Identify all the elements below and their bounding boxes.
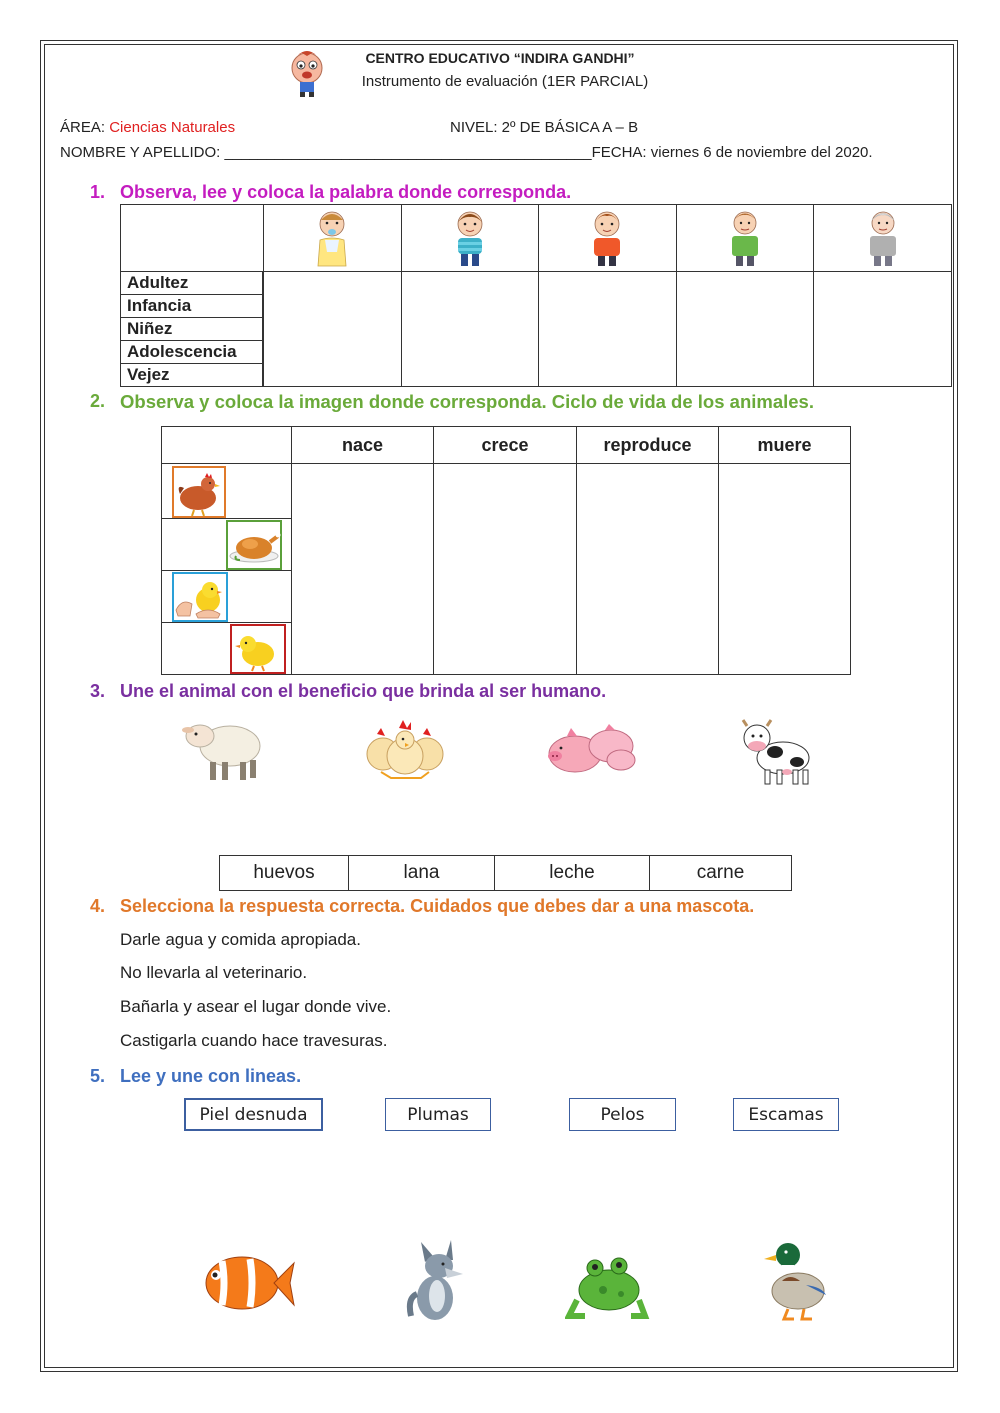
stage-label[interactable]: Adultez <box>121 272 263 295</box>
q2-table <box>161 426 851 675</box>
level-line: NIVEL: 2º DE BÁSICA A – B <box>450 119 639 136</box>
q2-answer-cell[interactable] <box>292 464 434 675</box>
benefit-word[interactable]: carne <box>650 856 792 891</box>
q1-answer-cell[interactable] <box>676 272 814 387</box>
adult-icon <box>725 208 765 268</box>
child-icon <box>450 208 490 268</box>
date-text: FECHA: viernes 6 de noviembre del 2020. <box>591 144 873 161</box>
hens-icon[interactable] <box>363 714 447 782</box>
q5-instruction: Lee y une con lineas. <box>120 1066 302 1086</box>
sheep-icon[interactable] <box>180 710 266 784</box>
q2-image-cell[interactable] <box>162 571 292 623</box>
q1-instruction: Observa, lee y coloca la palabra donde corresponda. <box>120 182 572 202</box>
teen-icon <box>587 208 627 268</box>
q1-answer-cell[interactable] <box>539 272 677 387</box>
q1-image-cell <box>264 205 402 272</box>
benefit-word[interactable]: lana <box>349 856 495 891</box>
chick-icon[interactable] <box>230 624 286 674</box>
baby-icon <box>312 208 352 268</box>
q2-image-cell[interactable] <box>162 519 292 571</box>
roast-chicken-icon[interactable] <box>226 520 282 570</box>
frog-icon[interactable] <box>565 1250 651 1322</box>
cow-icon[interactable] <box>735 716 817 786</box>
stage-label[interactable]: Vejez <box>121 364 263 387</box>
q1-stage-list <box>121 272 264 387</box>
benefit-word[interactable]: huevos <box>220 856 349 891</box>
area-value: Ciencias Naturales <box>109 119 236 136</box>
q1-image-cell <box>814 205 952 272</box>
covering-box[interactable]: Plumas <box>385 1098 491 1131</box>
answer-option[interactable]: No llevarla al veterinario. <box>120 963 308 982</box>
fish-icon[interactable] <box>200 1245 296 1321</box>
q2-answer-cell[interactable] <box>434 464 577 675</box>
q5-number: 5. <box>90 1066 106 1086</box>
q1-number: 1. <box>90 182 106 202</box>
covering-box[interactable]: Piel desnuda <box>184 1098 323 1131</box>
stage-label[interactable]: Adolescencia <box>121 341 263 364</box>
answer-option[interactable]: Darle agua y comida apropiada. <box>120 930 361 949</box>
q1-answer-cell[interactable] <box>264 272 402 387</box>
school-name: CENTRO EDUCATIVO “INDIRA GANDHI” <box>365 50 635 66</box>
q1-table <box>120 204 952 387</box>
q2-image-cell[interactable] <box>162 623 292 675</box>
covering-box[interactable]: Escamas <box>733 1098 839 1131</box>
pigs-icon[interactable] <box>545 722 639 778</box>
q2-number: 2. <box>90 391 106 411</box>
q2-column-header: nace <box>292 427 434 464</box>
name-field[interactable]: NOMBRE Y APELLIDO: ____________________________________________ <box>60 144 592 161</box>
duck-icon[interactable] <box>760 1237 830 1321</box>
hen-icon[interactable] <box>172 466 226 518</box>
covering-box[interactable]: Pelos <box>569 1098 676 1131</box>
area-line <box>60 119 235 136</box>
q1-image-cell <box>401 205 539 272</box>
q2-column-header: reproduce <box>577 427 719 464</box>
q3-number: 3. <box>90 681 106 701</box>
answer-option[interactable]: Bañarla y asear el lugar donde vive. <box>120 997 392 1016</box>
q3-instruction: Une el animal con el beneficio que brinda al ser humano. <box>120 681 607 701</box>
elder-icon <box>863 208 903 268</box>
q1-answer-cell[interactable] <box>814 272 952 387</box>
stage-label[interactable]: Infancia <box>121 295 263 318</box>
benefits-table <box>219 855 792 891</box>
q2-instruction: Observa y coloca la imagen donde corresponda. Ciclo de vida de los animales. <box>120 391 814 412</box>
q1-image-cell <box>539 205 677 272</box>
benefit-word[interactable]: leche <box>495 856 650 891</box>
stage-label[interactable]: Niñez <box>121 318 263 341</box>
wolf-icon[interactable] <box>405 1238 469 1322</box>
q4-number: 4. <box>90 896 106 916</box>
q2-answer-cell[interactable] <box>577 464 719 675</box>
q1-corner-cell <box>121 205 264 272</box>
q2-image-cell[interactable] <box>162 464 292 519</box>
name-line <box>60 144 873 161</box>
q2-column-header: muere <box>719 427 851 464</box>
q2-corner-cell <box>162 427 292 464</box>
q4-instruction: Selecciona la respuesta correcta. Cuidados que debes dar a una mascota. <box>120 896 755 916</box>
q1-image-cell <box>676 205 814 272</box>
q1-answer-cell[interactable] <box>401 272 539 387</box>
q2-answer-cell[interactable] <box>719 464 851 675</box>
hatching-chick-icon[interactable] <box>172 572 228 622</box>
exam-subtitle: Instrumento de evaluación (1ER PARCIAL) <box>361 73 649 90</box>
q2-column-header: crece <box>434 427 577 464</box>
area-label: ÁREA: <box>60 119 110 136</box>
answer-option[interactable]: Castigarla cuando hace travesuras. <box>120 1031 388 1050</box>
